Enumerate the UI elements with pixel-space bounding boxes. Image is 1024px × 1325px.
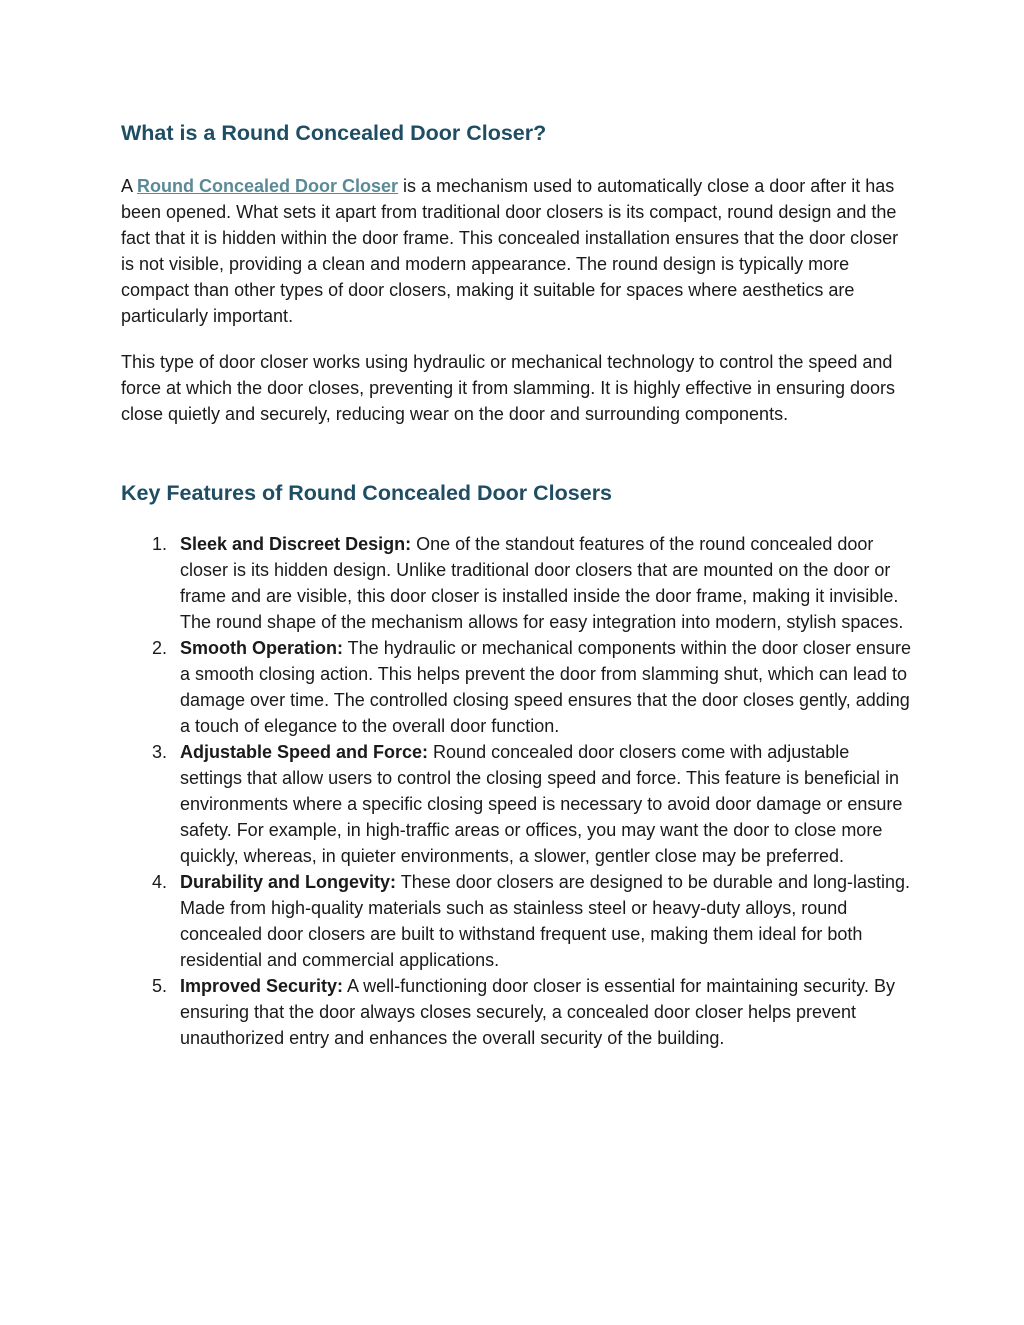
features-list [121, 531, 911, 1051]
list-item-number: 4. [152, 872, 168, 892]
list-item-number: 3. [152, 742, 168, 762]
intro-rest: is a mechanism used to automatically close a door after it has been opened. What sets it apart from traditional door closers is its compact, round design and the fact that it is hidden within the door frame. This concealed installation ensures that the door closer is not visible, providing a clean and modern appearance. The round design is typically more compact than other types of door closers, making it suitable for spaces where aesthetics are particularly important. [121, 176, 899, 326]
list-item-term: Improved Security: [180, 976, 344, 996]
list-item-term: Sleek and Discreet Design: [180, 534, 412, 554]
list-item-term: Adjustable Speed and Force: [180, 742, 429, 762]
list-item [121, 635, 911, 739]
list-item-text: The hydraulic or mechanical components within the door closer ensure a smooth closing action. This helps prevent the door from slamming shut, which can lead to damage over time. The controlled closing speed ensures that the door closes gently, adding a touch of elegance to the overall door function. [180, 638, 911, 736]
list-item-number: 1. [152, 534, 168, 554]
intro-paragraph [121, 173, 911, 329]
list-item-text: These door closers are designed to be durable and long-lasting. Made from high-quality materials such as stainless steel or heavy-duty alloys, round concealed door closers are built to withstand frequent use, making them ideal for both residential and commercial applications. [180, 872, 911, 970]
list-item-number: 2. [152, 638, 168, 658]
section-heading-key-features: Key Features of Round Concealed Door Closers [121, 481, 613, 505]
list-item-text: A well-functioning door closer is essential for maintaining security. By ensuring that the door always closes securely, a concealed door closer helps prevent unauthorized entry and enhances the overall security of the building. [180, 976, 895, 1048]
list-item-term: Durability and Longevity: [180, 872, 397, 892]
list-item [121, 869, 911, 973]
intro-prefix: A [121, 176, 138, 196]
list-item-text: Round concealed door closers come with adjustable settings that allow users to control the closing speed and force. This feature is beneficial in environments where a specific closing speed is necessary to avoid door damage or ensure safety. For example, in high-traffic areas or offices, you may want the door to close more quickly, whereas, in quieter environments, a slower, gentler close may be preferred. [180, 742, 903, 866]
list-item-text: One of the standout features of the round concealed door closer is its hidden design. Unlike traditional door closers that are mounted on the door or frame and are visible, this door closer is installed inside the door frame, making it invisible. The round shape of the mechanism allows for easy integration into modern, stylish spaces. [180, 534, 904, 632]
section-heading-what-is: What is a Round Concealed Door Closer? [121, 121, 547, 145]
list-item [121, 739, 911, 869]
round-concealed-door-closer-link[interactable]: Round Concealed Door Closer [137, 176, 399, 196]
list-item-term: Smooth Operation: [180, 638, 343, 658]
mechanism-paragraph: This type of door closer works using hydraulic or mechanical technology to control the speed and force at which the door closes, preventing it from slamming. It is highly effective in ensuring doors close quietly and securely, reducing wear on the door and surrounding components. [121, 352, 896, 424]
list-item [121, 973, 911, 1051]
list-item [121, 531, 911, 635]
list-item-number: 5. [152, 976, 168, 996]
